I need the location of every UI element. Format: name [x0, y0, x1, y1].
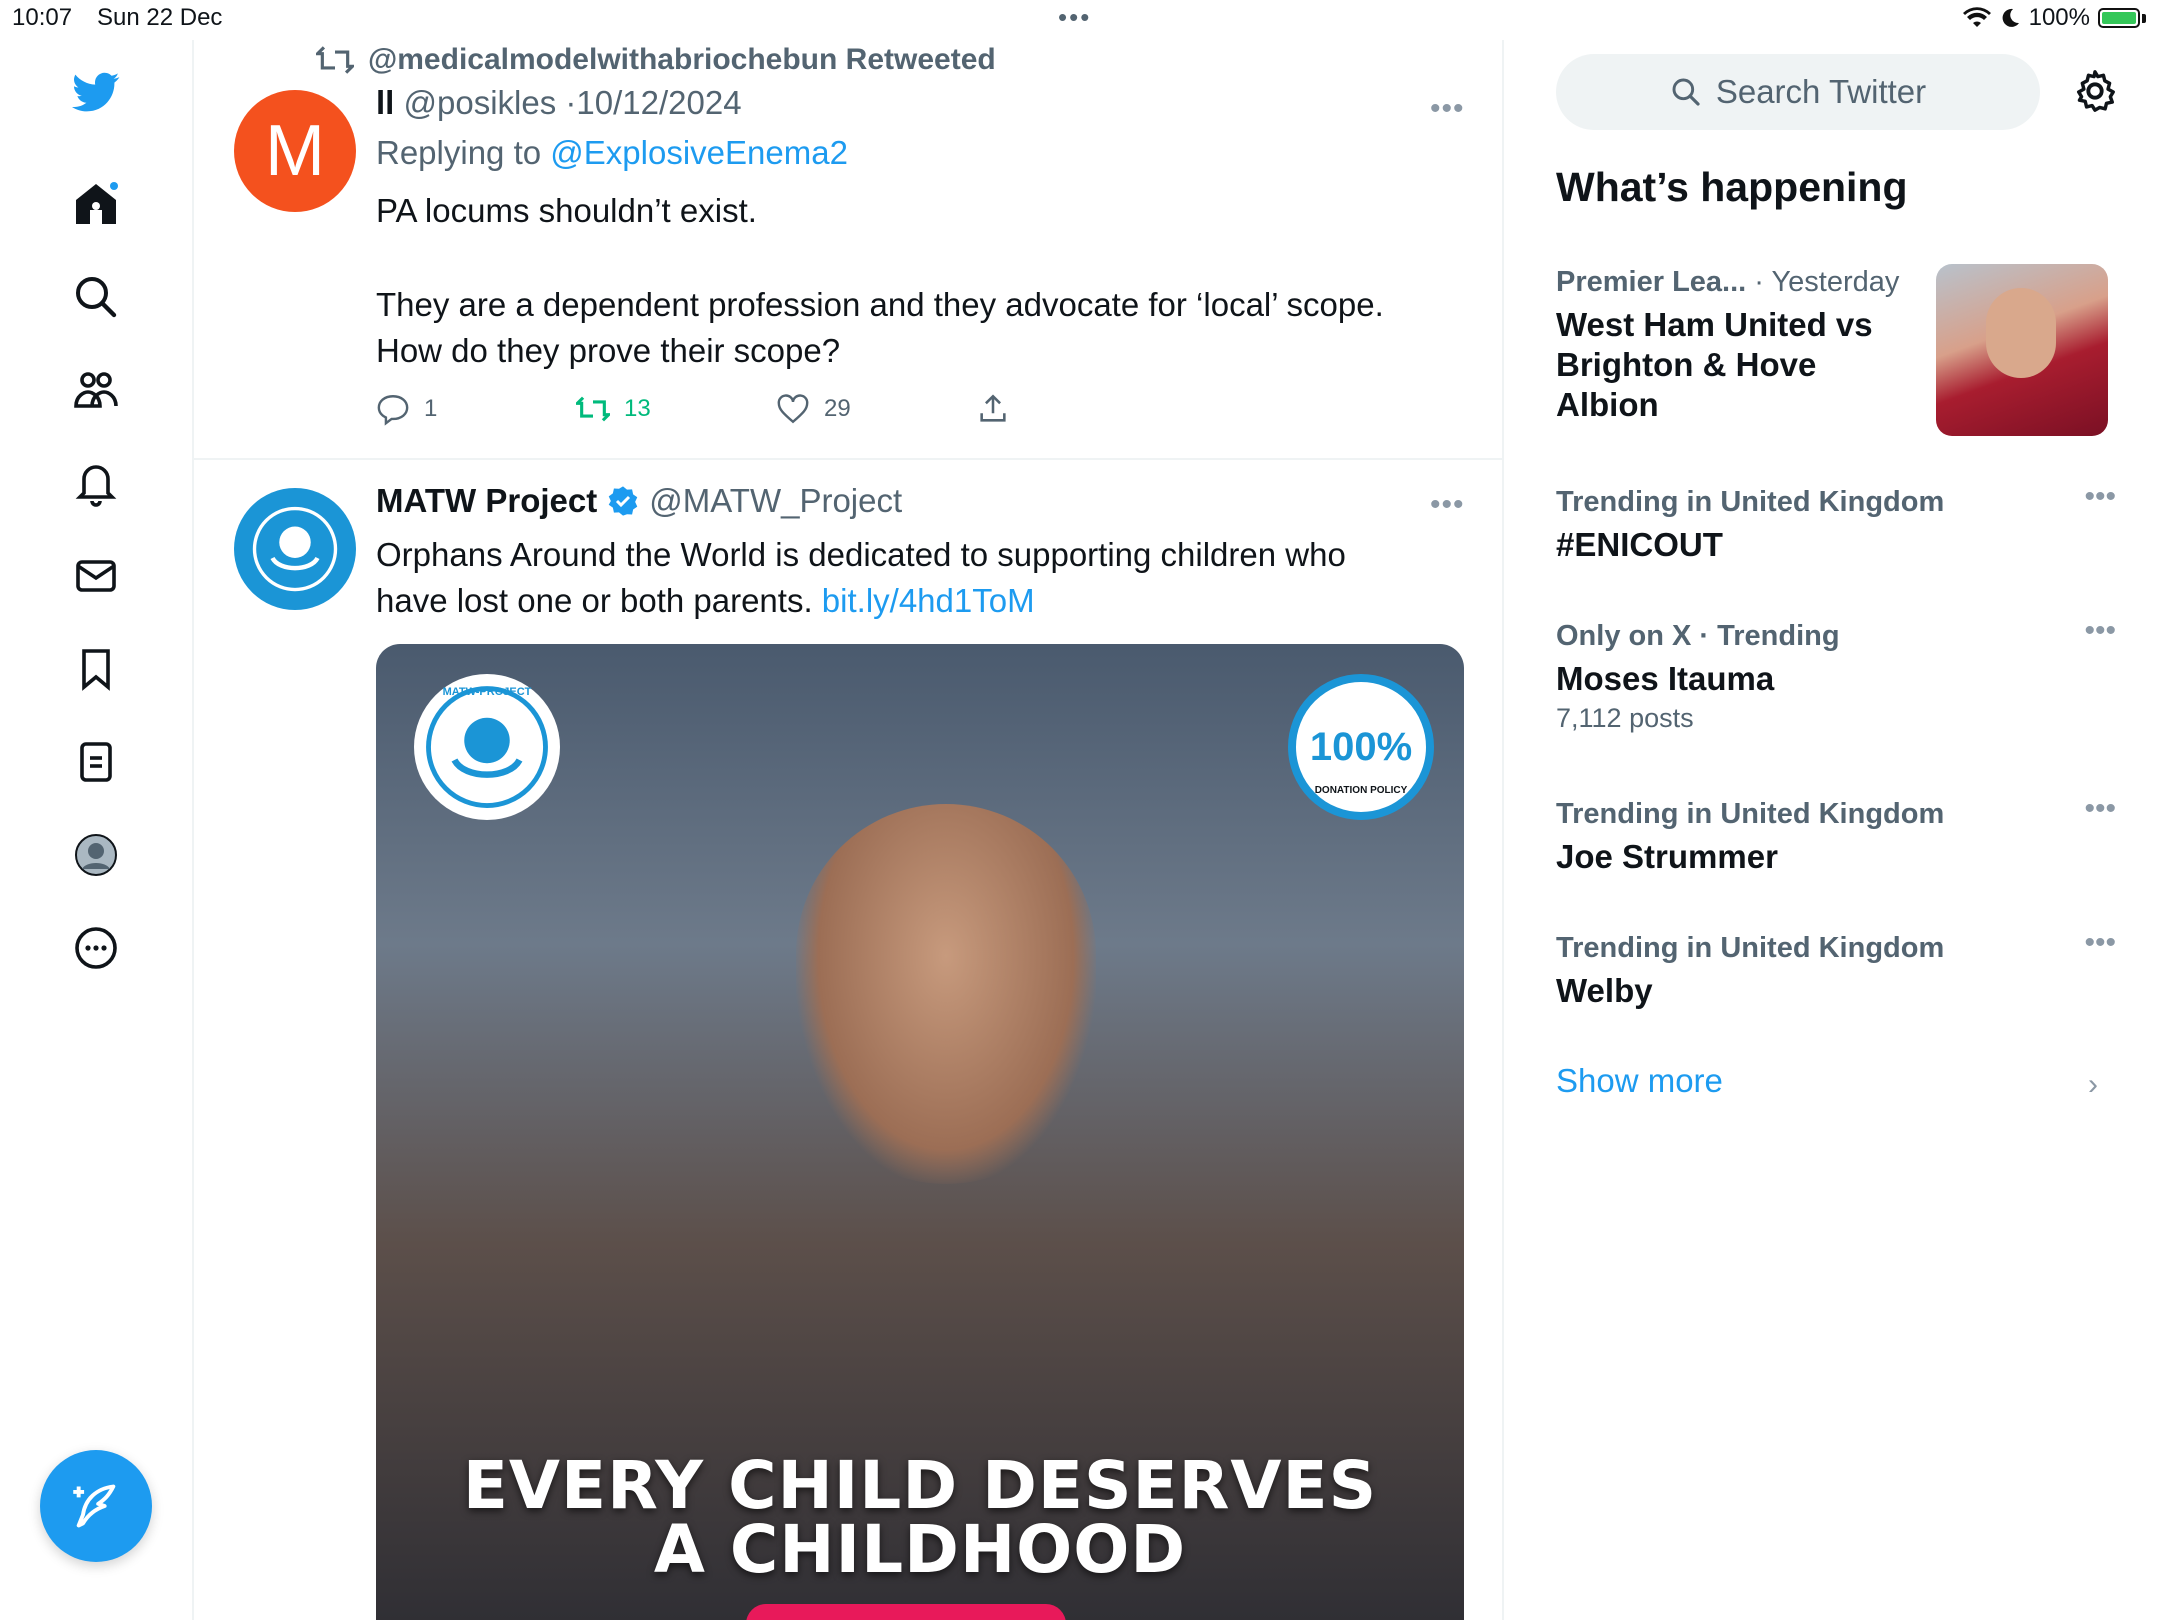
tweet-header	[376, 482, 902, 520]
trend-more-icon[interactable]: •••	[2084, 480, 2116, 513]
retweet-count: 13	[624, 395, 651, 422]
trend-meta: Trending in United Kingdom	[1556, 486, 1945, 518]
notifications-bell-icon[interactable]	[64, 451, 128, 515]
chevron-right-icon[interactable]: ›	[2088, 1068, 2098, 1101]
whats-happening-title: What’s happening	[1556, 164, 1908, 210]
matw-logo-badge	[414, 674, 560, 820]
trend-meta: Premier Lea...	[1556, 266, 1747, 298]
trend-more-icon[interactable]: •••	[2084, 792, 2116, 825]
status-bar	[0, 0, 2160, 40]
retweet-icon	[576, 392, 610, 426]
badge-right-small: DONATION POLICY	[1314, 785, 1408, 796]
trend-name: Welby	[1556, 972, 1653, 1009]
battery-percent: 100%	[2028, 4, 2090, 31]
globe-hands-logo-icon	[250, 504, 340, 594]
tweet-text-line: Orphans Around the World is dedicated to supporting children who	[376, 536, 1346, 573]
tweet-text	[376, 532, 1436, 624]
trend-meta: Only on X · Trending	[1556, 620, 1840, 652]
tweet-text-line: have lost one or both parents.	[376, 582, 813, 619]
tweet-link[interactable]: bit.ly/4hd1ToM	[821, 582, 1035, 619]
trend-more-icon[interactable]: •••	[2084, 614, 2116, 647]
tweet-text-line: PA locums shouldn’t exist.	[376, 192, 757, 229]
communities-icon[interactable]	[64, 358, 128, 422]
share-button[interactable]	[976, 392, 1010, 426]
multitask-dots-icon[interactable]: •••	[1058, 2, 1092, 32]
compose-feather-icon	[70, 1480, 122, 1532]
avatar[interactable]	[234, 90, 356, 212]
home-icon[interactable]	[64, 172, 128, 236]
retweet-button[interactable]	[576, 392, 651, 426]
reply-icon	[376, 392, 410, 426]
like-count: 29	[824, 395, 851, 422]
media-caption-line: A CHILDHOOD	[653, 1511, 1187, 1588]
display-name[interactable]: ll	[376, 84, 395, 121]
retweet-label: @medicalmodelwithabriochebun Retweeted	[368, 43, 996, 76]
handle[interactable]: @posikles	[403, 84, 557, 121]
trend-meta: Trending in United Kingdom	[1556, 932, 1945, 964]
more-options-icon[interactable]	[64, 916, 128, 980]
tweet-more-icon[interactable]: •••	[1430, 92, 1465, 125]
compose-tweet-button[interactable]	[40, 1450, 152, 1562]
share-icon	[976, 392, 1010, 426]
messages-envelope-icon[interactable]	[64, 544, 128, 608]
twitter-logo-icon[interactable]	[64, 60, 128, 124]
replying-prefix: Replying to	[376, 134, 542, 171]
reply-button[interactable]	[376, 392, 437, 426]
badge-right-big: 100%	[1309, 724, 1413, 769]
tweet-text-line: How do they prove their scope?	[376, 332, 841, 369]
trend-name-line: Albion	[1556, 386, 1659, 423]
handle[interactable]: @MATW_Project	[649, 482, 903, 519]
trend-name: Joe Strummer	[1556, 838, 1778, 875]
side-nav	[0, 40, 194, 1620]
badge-left-text: MATW-PROJECT	[442, 686, 532, 698]
tweet-date[interactable]: 10/12/2024	[576, 84, 742, 121]
show-more-link[interactable]: Show more	[1556, 1062, 1723, 1099]
retweet-icon	[316, 44, 354, 76]
media-caption-line: EVERY CHILD DESERVES	[462, 1447, 1378, 1524]
trend-thumbnail[interactable]	[1936, 264, 2108, 436]
tweet-header	[376, 84, 742, 122]
verified-badge-icon	[607, 485, 639, 517]
battery-icon	[2098, 8, 2140, 28]
moon-icon	[1999, 7, 2021, 29]
replying-handle-link[interactable]: @ExplosiveEnema2	[550, 134, 848, 171]
media-caption	[376, 1447, 1464, 1588]
trend-item[interactable]	[1556, 614, 2116, 734]
timeline[interactable]	[194, 40, 1504, 1620]
profile-avatar-icon[interactable]	[64, 823, 128, 887]
trend-name: Moses Itauma	[1556, 660, 1775, 697]
tweet-divider	[194, 458, 1502, 460]
like-button[interactable]	[776, 392, 851, 426]
avatar[interactable]	[234, 488, 356, 610]
status-date: Sun 22 Dec	[97, 4, 223, 31]
replying-to	[376, 134, 848, 172]
search-placeholder: Search Twitter	[1715, 73, 1927, 110]
trend-time: · Yesterday	[1746, 266, 1900, 298]
trend-name-line: Brighton & Hove	[1556, 346, 1817, 383]
trend-item[interactable]	[1556, 926, 2116, 1011]
tweet-more-icon[interactable]: •••	[1430, 488, 1465, 521]
reply-count: 1	[424, 395, 438, 422]
tweet-actions	[376, 392, 1016, 432]
retweet-context[interactable]	[316, 40, 996, 80]
trend-item[interactable]	[1556, 480, 2116, 565]
trend-item[interactable]	[1556, 792, 2116, 877]
avatar-letter: M	[265, 111, 325, 191]
search-icon	[1670, 76, 1702, 108]
trend-name-line: West Ham United vs	[1556, 306, 1873, 343]
tweet-text	[376, 188, 1436, 374]
status-right	[1963, 4, 2146, 32]
trend-posts: 7,112 posts	[1556, 703, 1694, 733]
display-name[interactable]: MATW Project	[376, 482, 598, 519]
trend-meta: Trending in United Kingdom	[1556, 798, 1945, 830]
player-photo	[1986, 288, 2056, 378]
donation-policy-badge	[1288, 674, 1434, 820]
status-time: 10:07	[12, 4, 73, 31]
tweet-text-line: They are a dependent profession and they advocate for ‘local’ scope.	[376, 286, 1384, 323]
trend-name: #ENICOUT	[1556, 526, 1723, 563]
child-photo	[796, 804, 1096, 1184]
media-cta-pill	[746, 1604, 1066, 1620]
trend-more-icon[interactable]: •••	[2084, 926, 2116, 959]
tweet-media-image[interactable]	[376, 644, 1464, 1620]
bookmarks-icon[interactable]	[64, 637, 128, 701]
heart-icon	[776, 392, 810, 426]
wifi-icon	[1963, 7, 1991, 29]
explore-search-icon[interactable]	[64, 265, 128, 329]
search-input[interactable]	[1556, 54, 2040, 130]
settings-gear-icon[interactable]	[2072, 68, 2118, 114]
lists-icon[interactable]	[64, 730, 128, 794]
separator: ·	[565, 84, 577, 121]
